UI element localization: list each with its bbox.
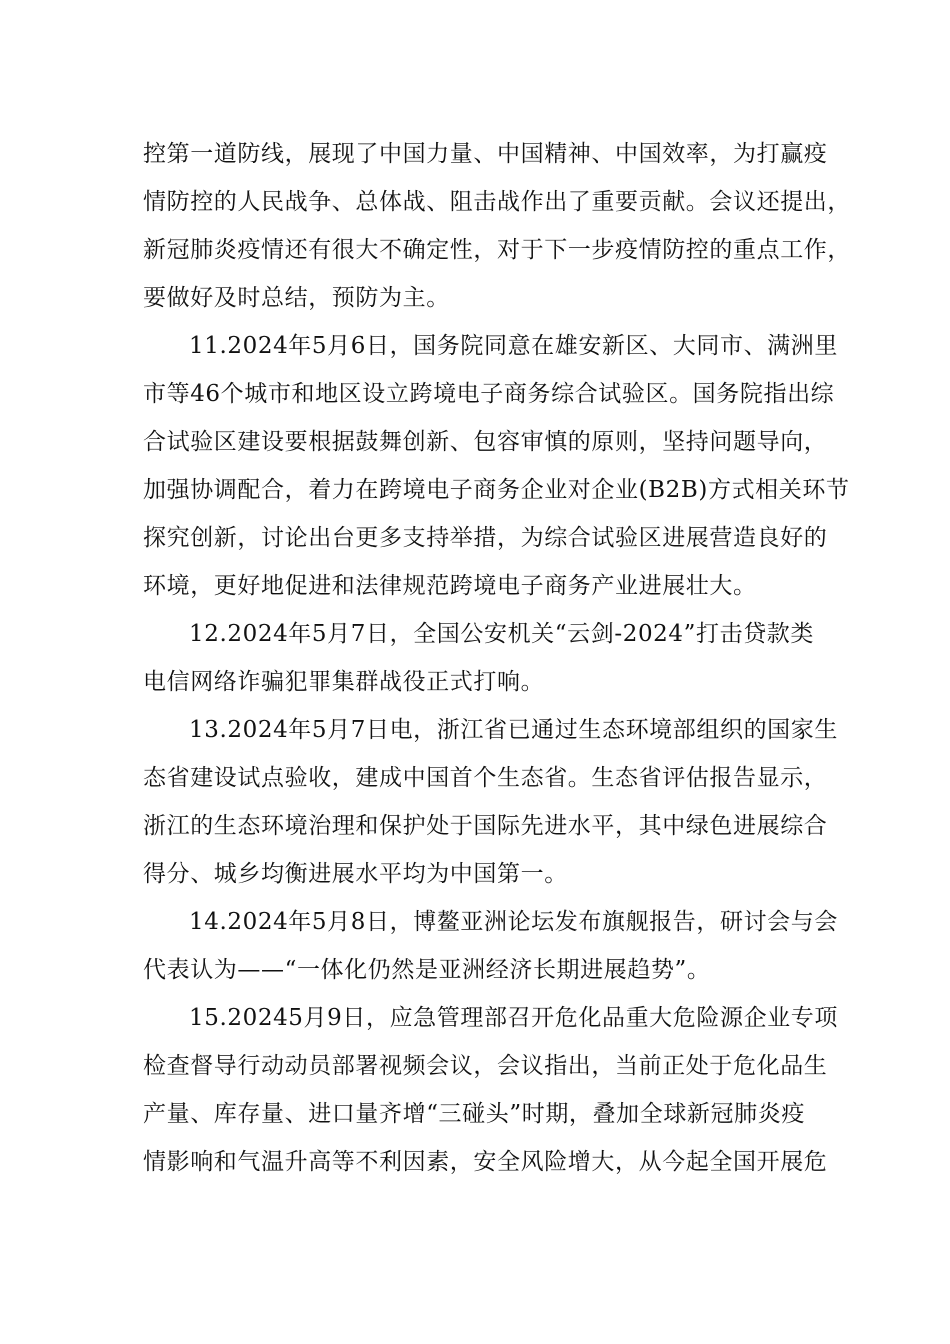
- paragraph-item-12: [143, 610, 833, 706]
- text-line: 浙江的生态环境治理和保护处于国际先进水平，其中绿色进展综合: [143, 813, 828, 839]
- text-line: 市等46个城市和地区设立跨境电子商务综合试验区。国务院指出综: [143, 381, 835, 407]
- text-line: 得分、城乡均衡进展水平均为中国第一。: [143, 861, 568, 887]
- text-line: 15.20245月9日，应急管理部召开危化品重大危险源企业专项: [189, 1005, 838, 1031]
- text-line: 要做好及时总结，预防为主。: [143, 285, 450, 311]
- text-line: 14.2024年5月8日，博鳌亚洲论坛发布旗舰报告，研讨会与会: [189, 909, 838, 935]
- text-line: 环境，更好地促进和法律规范跨境电子商务产业进展壮大。: [143, 573, 757, 599]
- text-line: 12.2024年5月7日，全国公安机关“云剑-2024”打击贷款类: [189, 621, 814, 647]
- text-line: 电信网络诈骗犯罪集群战役正式打响。: [143, 669, 545, 695]
- text-line: 代表认为——“一体化仍然是亚洲经济长期进展趋势”。: [143, 957, 711, 983]
- text-line: 11.2024年5月6日，国务院同意在雄安新区、大同市、满洲里: [189, 333, 838, 359]
- text-line: 检查督导行动动员部署视频会议，会议指出，当前正处于危化品生: [143, 1053, 828, 1079]
- body-text: [143, 130, 851, 1186]
- paragraph-continuation: [143, 130, 851, 322]
- text-line: 控第一道防线，展现了中国力量、中国精神、中国效率，为打赢疫: [143, 141, 828, 167]
- paragraph-item-13: [143, 706, 838, 898]
- text-line: 态省建设试点验收，建成中国首个生态省。生态省评估报告显示，: [143, 765, 828, 791]
- paragraph-item-11: [143, 322, 850, 610]
- text-line: 产量、库存量、进口量齐增“三碰头”时期，叠加全球新冠肺炎疫: [143, 1101, 805, 1127]
- paragraph-item-15: [143, 994, 838, 1186]
- paragraph-item-14: [143, 898, 838, 994]
- text-line: 合试验区建设要根据鼓舞创新、包容审慎的原则，坚持问题导向，: [143, 429, 828, 455]
- text-line: 13.2024年5月7日电，浙江省已通过生态环境部组织的国家生: [189, 717, 838, 743]
- text-line: 情防控的人民战争、总体战、阻击战作出了重要贡献。会议还提出，: [143, 189, 851, 215]
- text-line: 探究创新，讨论出台更多支持举措，为综合试验区进展营造良好的: [143, 525, 828, 551]
- text-line: 加强协调配合，着力在跨境电子商务企业对企业(B2B)方式相关环节: [143, 477, 850, 503]
- text-line: 情影响和气温升高等不利因素，安全风险增大，从今起全国开展危: [143, 1149, 828, 1175]
- text-line: 新冠肺炎疫情还有很大不确定性，对于下一步疫情防控的重点工作，: [143, 237, 851, 263]
